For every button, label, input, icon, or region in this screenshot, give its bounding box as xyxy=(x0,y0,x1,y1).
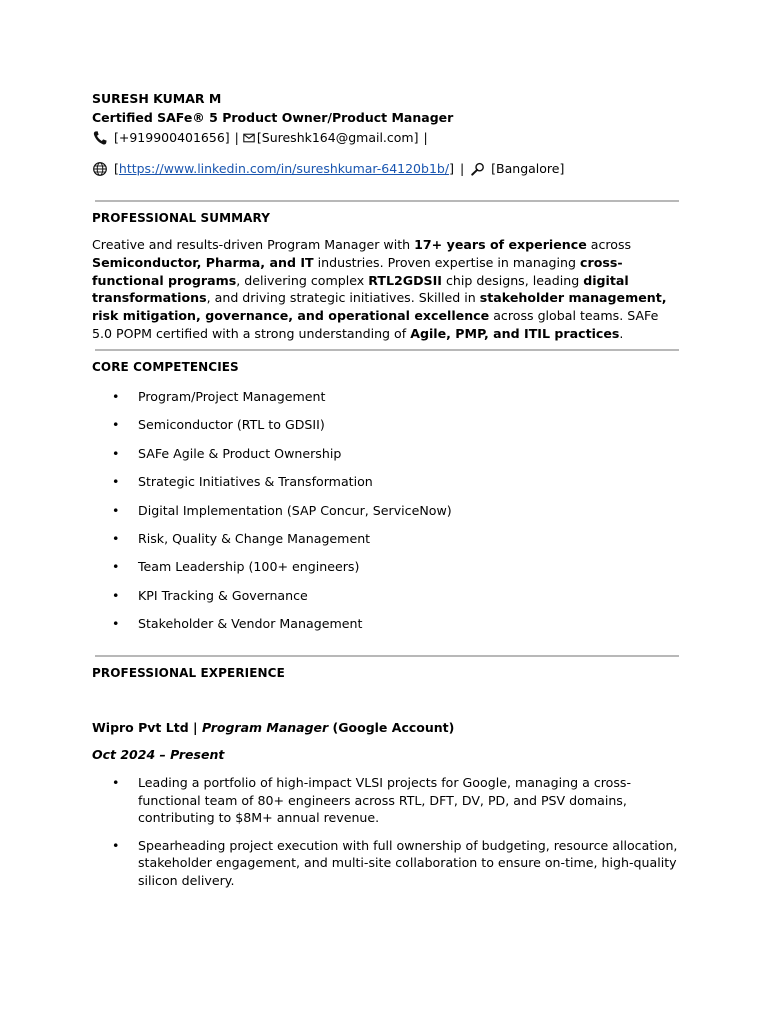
bracket-open: [ xyxy=(114,161,119,176)
globe-icon xyxy=(92,161,108,177)
linkedin-link[interactable]: https://www.linkedin.com/in/sureshkumar-64120b1b/ xyxy=(118,161,450,176)
experience-bullet-list xyxy=(112,774,678,900)
divider xyxy=(95,655,679,657)
job-account: (Google Account) xyxy=(328,720,455,735)
divider xyxy=(95,349,679,351)
envelope-icon xyxy=(243,130,255,146)
contact-line-1 xyxy=(92,130,428,146)
email-address[interactable]: [Sureshk164@gmail.com] xyxy=(256,130,419,145)
bracket-close: ] xyxy=(449,161,454,176)
location-pin-icon xyxy=(470,161,486,177)
phone-number: [+919900401656] xyxy=(114,130,230,145)
summary-paragraph: Creative and results-driven Program Manager with 17+ years of experience across Semiconductor, Pharma, and IT industries. Proven expertise in managing cross-functional programs, delivering complex RTL2GDSII chip designs, leading digital transformations, and driving strategic initiatives. Skilled in stakeholder management, risk mitigation, governance, and operational excellence across global teams. SAFe 5.0 POPM certified with a strong understanding of Agile, PMP, and ITIL practices. xyxy=(92,237,667,341)
location: [Bangalore] xyxy=(491,161,565,176)
candidate-name: SURESH KUMAR M xyxy=(92,91,222,106)
section-heading-summary: PROFESSIONAL SUMMARY xyxy=(92,211,271,225)
contact-line-2 xyxy=(92,161,564,177)
separator: | xyxy=(459,161,465,176)
separator: | xyxy=(423,130,428,145)
list-item: • Team Leadership (100+ engineers) xyxy=(112,559,360,575)
list-item: • Digital Implementation (SAP Concur, ServiceNow) xyxy=(112,502,452,518)
list-item: • Semiconductor (RTL to GDSII) xyxy=(112,417,325,433)
list-item: • Stakeholder & Vendor Management xyxy=(112,616,363,632)
list-item: • Strategic Initiatives & Transformation xyxy=(112,474,373,490)
section-heading-experience: PROFESSIONAL EXPERIENCE xyxy=(92,666,285,680)
list-item: • Program/Project Management xyxy=(112,389,326,404)
job-dates: Oct 2024 – Present xyxy=(92,747,225,762)
divider xyxy=(95,200,679,202)
competency-list xyxy=(112,388,452,644)
list-item: • KPI Tracking & Governance xyxy=(112,587,308,603)
separator: | xyxy=(234,130,239,145)
list-item: • Risk, Quality & Change Management xyxy=(112,530,371,546)
list-item: • Spearheading project execution with full ownership of budgeting, resource allocation, stakeholder engagement, and multi-site collaboration to ensure on-time, high-quality silicon delivery. xyxy=(112,837,678,888)
phone-icon xyxy=(92,130,108,146)
job-role: Program Manager xyxy=(201,720,329,735)
list-item: • SAFe Agile & Product Ownership xyxy=(112,445,342,461)
company-name: Wipro Pvt Ltd xyxy=(92,720,189,735)
list-item: • Leading a portfolio of high-impact VLSI projects for Google, managing a cross-functional team of 80+ engineers across RTL, DFT, DV, PD, and PSV domains, contributing to $8M+ annual revenue. xyxy=(112,775,632,826)
candidate-title: Certified SAFe® 5 Product Owner/Product Manager xyxy=(92,110,454,125)
section-heading-competencies: CORE COMPETENCIES xyxy=(92,360,239,374)
job-heading: Wipro Pvt Ltd | Program Manager (Google Account) xyxy=(92,720,455,735)
